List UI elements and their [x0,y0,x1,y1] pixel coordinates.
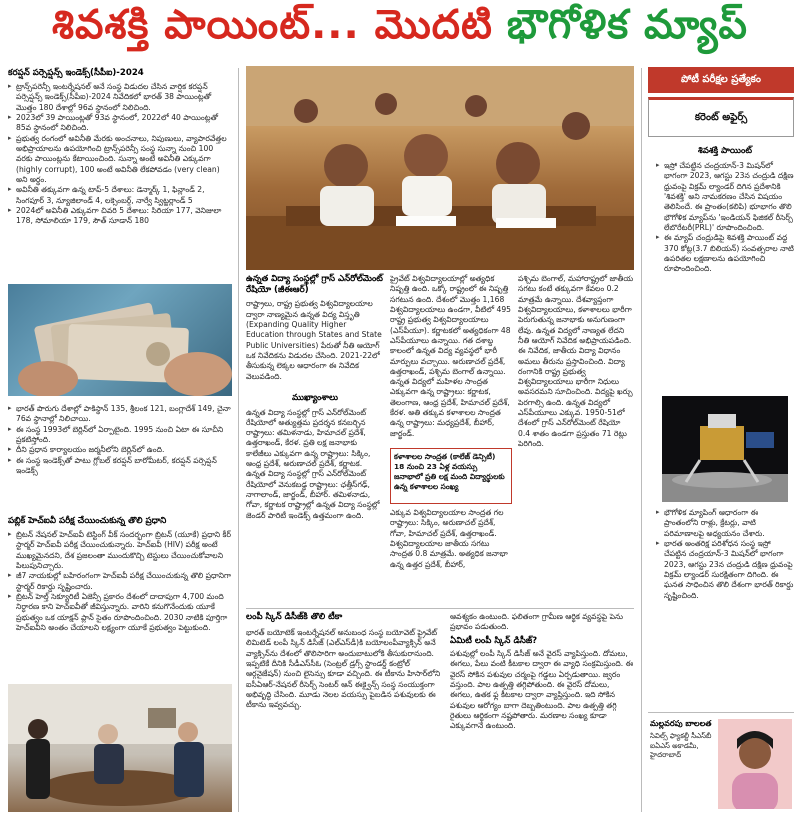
cpi-body [8,82,232,272]
college-density-box: కళాశాలల సాంద్రత (కాలేజ్ డెన్సిటీ) 18 నుంచి 23 ఏళ్ల వయస్సు జనాభాలో ప్రతి లక్ష మంది విద్యార్థులకు ఉన్న కళాశాలల సంఖ్య [390,448,512,504]
hiv-body [8,530,232,692]
moon-lander-image [662,396,788,502]
classroom-photo [246,66,634,270]
ger-col1 [246,274,384,602]
lumpy-col1: భారత్ బయోటెక్ ఇంటర్నేషనల్ అనుబంధ సంస్థ బయోవెట్ ప్రైవేట్ లిమిటెడ్ లంపీ స్కిన్ డిసీజ్ (ఎల్‌ఎస్‌డీ)కి బయోలంపీవ్యాక్సిన్ అనే వ్యాక్సిన్‌ను దేశంలో తొలిసారిగా అందుబాటులోకి తీసుకురానుంది. ఇప్పటికే దీనికి సీడీఎస్‌సీఓ (సెంట్రల్ డ్రగ్స్ స్టాండర్డ్ కంట్రోల్ ఆర్గనైజేషన్) నుంచి లైసెన్సు కూడా వచ్చింది. ఈ టీకాను హిసార్‌లోని ఐసీఏఆర్-నేషనల్ రీసెర్చ్ సెంటర్ ఆన్ ఈక్వైన్స్ సంస్థ సంయుక్తంగా అభివృద్ధి చేసింది. మూడు నెలల వయస్సు పైబడిన పశువులకు ఈ టీకాను ఇవ్వవచ్చు. [246,628,441,710]
column-divider [641,68,642,812]
currency-notes-image [8,284,232,396]
hiv-section [8,516,232,692]
shivshakti-section [656,146,794,393]
lumpy-title: లంపీ స్కిన్ డిసీజ్‌కి తొలి టీకా [246,612,343,622]
list-item: ▸ 2023లో 39 పాయింట్లతో 93వ స్థానంలో, 2022లో 40 పాయింట్లతో 85వ స్థానంలో నిలిచింది. [8,113,232,134]
lander-photo [662,396,788,502]
author-role: సివిల్స్ ఫ్యాకల్టీ సీఎస్‌బీ ఐఏఎస్ అకాడమీ, హైదరాబాద్ [650,732,712,760]
meeting-photo [8,684,232,812]
author-portrait-image [718,719,792,809]
section-divider [246,608,634,609]
list-item: ▸ భౌగోళిక మ్యాపింగ్ ఆధారంగా ఈ ప్రాంతంలోని రాళ్లు, క్రేటర్లు, వాటి పరిమాణాలపై అధ్యయనం చేశారు. [656,508,794,539]
ger-col3-text: పశ్చిమ బెంగాల్, మహారాష్ట్రలో జాతీయ సగటు కంటే తక్కువగా కేవలం 0.2 మాత్రమే ఉన్నాయి. దేశవ్యాప్తంగా విశ్వవిద్యాలయాలు, కళాశాలలు భారీగా పెరుగుతున్న జనాభాకు అనుగుణంగా లేవు. ఉన్నత విద్యలో నాణ్యత లేదని నీతి ఆయోగ్ నివేదిక అభిప్రాయపడింది. ఈ నివేదిక, జాతీయ విద్యా విధానం అమలు తీరును ప్రస్తావించింది. విద్యా రంగానికి రాష్ట్ర ప్రభుత్వ విశ్వవిద్యాలయాలు భారీగా నిధులు అవసరమని సూచించింది. విద్యపై ఖర్చు పెరగాల్సి ఉంది. ఉన్నత విద్యలో ఎస్‌పీయూలు ఎక్కువ. 1950-51లో దేశంలో గ్రాస్ ఎన్‌రోల్‌మెంట్ రేషియో 0.4 శాతం ఉండగా ప్రస్తుతం 71 రెట్లు పెరిగింది. [518,274,634,448]
list-item: ▸ దీని ప్రధాన కార్యాలయం జర్మనీలోని బెర్లిన్‌లో ఉంది. [8,445,232,455]
column-divider [238,68,239,812]
list-item: ▸ 2024లో అవినీతి ఎక్కువగా చివరి 5 దేశాలు: సిరియా 177, వెనిజులా 178, సోమాలియా 179, సౌత్ సూడాన్ 180 [8,206,232,227]
lumpy-col2 [450,612,634,810]
ger-col2 [390,274,512,602]
list-item: ▸ ఇస్రో చేపట్టిన చంద్రయాన్-3 మిషన్‌లో భాగంగా 2023, ఆగస్టు 23న చంద్రుడి దక్షిణ ధ్రువంపై విక్రమ్ ల్యాండర్ దిగిన ప్రదేశానికి 'శివశక్తి' అని నామకరణం చేసిన విషయం తెలిసిందే. ఈ ప్రాంతం(కలిపి) భూభాగం తొలి భౌగోళిక మ్యాప్‌ను 'ఇండియన్ ఫిజికల్ రీసెర్చ్ లేబొరేటరీ(PRL)' రూపొందించింది. [656,161,794,233]
list-item: ▸ భారత్ పొరుగు దేశాల్లో పాకిస్థాన్ 135, శ్రీలంక 121, బంగ్లాదేశ్ 149, చైనా 76వ స్థానాల్లో నిలిచాయి. [8,404,232,425]
list-item: ▸ బ్రిటన్ హెల్త్ సెక్యూరిటీ ఏజెన్సీ ప్రకారం దేశంలో దాదాపుగా 4,700 మంది నిర్ధారణ కాని హెచ్ఐవీతో జీవిస్తున్నారు. వారిని కనుగొనేందుకు యూకే ప్రభుత్వం ఒక యాక్షన్ ప్లాన్ సైతం రూపొందించింది. 2030 నాటికి పూర్తిగా హెచ్ఐవీని అంతం చేయాలని లక్ష్యంగా యూకే ప్రభుత్వం పెట్టుకుంది. [8,592,232,633]
ger-intro: రాష్ట్రాలు, రాష్ట్ర ప్రభుత్వ విశ్వవిద్యాలయాల ద్వారా నాణ్యమైన ఉన్నత విద్య విస్తృతి (Expanding Quality Higher Education through States and State Public Universities) పేరుతో నీతి ఆయోగ్ ఒక నివేదికను విడుదల చేసింది. 2021-22లో తీసుకున్న లెక్కల ఆధారంగా ఈ నివేదిక వెలువడింది. [246,299,382,381]
headline [0,0,800,60]
meeting-people-image [8,684,232,812]
students-in-classroom-image [246,66,634,270]
ger-highlights-title: ముఖ్యాంశాలు [291,393,339,404]
current-affairs-tag: కరెంట్ అఫైర్స్ [648,97,794,137]
ger-highlights: ఉన్నత విద్యా సంస్థల్లో గ్రాస్ ఎన్‌రోల్‌మెంట్ రేషియోలో అత్యుత్తమ ప్రదర్శన కనబర్చిన రాష్ట్రాలు: తమిళనాడు, హిమాచల్ ప్రదేశ్, ఉత్తరాఖండ్, కేరళ. ప్రతి లక్ష జనాభాకు కాలేజీలు ఎక్కువగా ఉన్న రాష్ట్రాలు: సిక్కిం, ఆంధ్ర ప్రదేశ్, అరుణాచల్ ప్రదేశ్, కర్ణాటక. ఉన్నత విద్యా సంస్థల్లో గ్రాస్ ఎన్‌రోల్‌మెంట్ రేషియోలో వెనుకబడ్డ రాష్ట్రాలు: ఛత్తీస్‌గఢ్, నాగాలాండ్, జార్ఖండ్, బీహార్. తమిళనాడు, గోవా, కర్ణాటక రాష్ట్రాల్లో ఉన్నత విద్యా సంస్థల్లో జెండర్ పారిటీ ఇండెక్స్ ఉత్తమంగా ఉంది. [246,407,380,520]
shivshakti-title: శివశక్తి పాయింట్ [698,146,752,156]
ger-col2-text: ప్రైవేట్ విశ్వవిద్యాలయాల్లో అత్యధిక నిష్పత్తి ఉంది. ఒక్కో రాష్ట్రంలో ఈ నిష్పత్తి సగటున ఉంది. దేశంలో మొత్తం 1,168 విశ్వవిద్యాలయాలు ఉండగా, వీటిలో 495 రాష్ట్ర ప్రభుత్వ విశ్వవిద్యాలయాలు (ఎస్‌పీయూ). కర్ణాటకలో అత్యధికంగా 48 ఎస్‌పీయూలు ఉన్నాయి. గత దశాబ్ద కాలంలో ఉన్నత విద్య వ్యవస్థలో భారీ మార్పులు వచ్చాయి. అరుణాచల్ ప్రదేశ్, ఉత్తరాఖండ్, పశ్చిమ బెంగాల్ ఉన్నాయి. ఉన్నత విద్యలో మహిళల సాంద్రత ఎక్కువగా ఉన్న రాష్ట్రాలు: కర్ణాటక, తెలంగాణ, ఆంధ్ర ప్రదేశ్, హిమాచల్ ప్రదేశ్, కేరళ. అతి తక్కువ కళాశాలల సాంద్రత ఉన్న రాష్ట్రాలు: మధ్యప్రదేశ్, బీహార్, జార్ఖండ్. [390,274,511,438]
list-item: ▸ ఈ సంస్థ 1993లో బెర్లిన్‌లో ఏర్పాటైంది. 1995 నుంచి ఏటా ఈ సూచీని ప్రకటిస్తోంది. [8,425,232,446]
shivshakti-body-2 [656,508,794,706]
ger-col2-text-b: ఎక్కువ విశ్వవిద్యాలయాల సాంద్రత గల రాష్ట్రాలు: సిక్కిం, అరుణాచల్ ప్రదేశ్, గోవా, హిమాచల్ ప్రదేశ్, ఉత్తరాఖండ్. విశ్వవిద్యాలయాల జాతీయ సగటు సాంద్రత 0.8 మాత్రమే. అత్యధిక జనాభా ఉన్న ఉత్తర ప్రదేశ్, బీహార్, [390,508,508,569]
list-item: ▸ జీ7 నాయకుల్లో బహిరంగంగా హెచ్ఐవీ పరీక్ష చేయించుకున్న తొలి ప్రధానిగా స్టార్మర్ రికార్డు సృష్టించారు. [8,571,232,592]
author-box [648,712,794,812]
list-item: ▸ ప్రభుత్వ రంగంలో అవినీతి మేరకు అంచనాలు, నిపుణులు, వ్యాపారవేత్తల అభిప్రాయాలను ఉపయోగించి ట్రాన్స్‌పరెన్సీ సంస్థ సున్నా నుంచి 100 వరకు పాయింట్లను కేటాయించింది. సున్నా అంటే అవినీతి ఎక్కువగా (highly corrupt), 100 అంటే అవినీతి లేకపోవడం (very clean) అని అర్థం. [8,134,232,186]
shivshakti-body [656,161,794,393]
currency-photo [8,284,232,396]
author-photo [718,719,792,809]
cpi-section [8,68,232,272]
ger-title: ఉన్నత విద్యా సంస్థల్లో గ్రాస్ ఎన్‌రోల్‌మెంట్ రేషియో (జీఈఆర్) [246,274,383,296]
lumpy-col2-text: పశువుల్లో లంపీ స్కిన్ డిసీజ్ అనే వైరస్ వ్యాపిస్తుంది. దోమలు, ఈగలు, పేలు వంటి కీటకాల ద్వారా ఈ వ్యాధి సంక్రమిస్తుంది. ఈ వైరస్ సోకిన పశువుల చర్మంపై గడ్డలు ఏర్పడుతాయి. జ్వరం వస్తుంది. పాల ఉత్పత్తి తగ్గిపోతుంది. ఈ వైరస్ దోమలు, ఈగలు, ఉతక ఫ్ల కీటకాల ద్వారా వ్యాప్తిస్తుంది. ఇది సోకిన పశువుల ఆరోగ్యం బాగా దెబ్బతింటుంది. పాల ఉత్పత్తి తగ్గి రైతులు ఆర్థికంగా నష్టపోతారు. మరణాల సంఖ్య కూడా ఎక్కువగానే ఉంటుంది. [450,649,634,731]
cpi-title: కరప్షన్ పర్సెప్షన్స్ ఇండెక్స్(సీపీఐ)-2024 [8,68,144,78]
list-item: ▸ ఈ సంస్థ ఇండెక్స్‌తో పాటు గ్లోబల్ కరప్షన్ బారోమీటర్, కరప్షన్ పర్సెప్షన్ ఇండెక్స్ [8,456,232,477]
headline-part2: భౌగోళిక మ్యాప్ [506,2,748,48]
list-item: ▸ భారత అంతరిక్ష పరిశోధన సంస్థ ఇస్రో చేపట్టిన చంద్రయాన్-3 మిషన్‌లో భాగంగా 2023, ఆగస్టు 23న చంద్రుడి దక్షిణ ధ్రువంపై విక్రమ్ ల్యాండర్ సురక్షితంగా దిగింది. ఈ ఘనత సాధించిన తొలి దేశంగా భారత్ రికార్డు సృష్టించింది. [656,539,794,601]
list-item: ▸ బ్రిటన్ నేషనల్ హెచ్ఐవీ టెస్టింగ్ వీక్ సందర్భంగా బ్రిటన్ (యూకే) ప్రధాని కీర్ స్టార్మర్ హెచ్ఐవీ పరీక్ష చేయించుకున్నారు. హెచ్ఐవీ (HIV) పరీక్ష అంటే ముఖ్యమైనదని, దేశ ప్రజలంతా ముందుకొచ్చి టెస్టులు చేయించుకోవాలని పిలుపునిచ్చారు. [8,530,232,571]
headline-part1: శివశక్తి పాయింట్... మొదటి [52,2,493,48]
shivshakti-section-2 [656,508,794,706]
author-name: మల్లవరపు బాలలత [650,719,712,728]
competitive-exams-tag: పోటీ పరీక్షల ప్రత్యేకం [648,67,794,93]
lumpy-col2-top: ఆవశ్యకం ఉంటుంది. ఫలితంగా గ్రామీణ ఆర్థిక వ్యవస్థపై పెను ప్రభావం పడుతుంది. [450,612,623,632]
hiv-title: పబ్లిక్ హెచ్ఐవీ పరీక్ష చేయించుకున్న తొలి ప్రధాని [8,516,167,526]
list-item: ▸ అవినీతి తక్కువగా ఉన్న టాప్-5 దేశాలు: డెన్మార్క్ 1, ఫిన్లాండ్ 2, సింగపూర్ 3, న్యూజిలాండ్ 4, లక్సెంబర్గ్, నార్వే స్విట్జర్లాండ్ 5 [8,185,232,206]
list-item: ▸ ట్రాన్స్‌పరెన్సీ ఇంటర్నేషనల్ అనే సంస్థ విడుదల చేసిన వార్షిక కరప్షన్ పర్సెప్షన్స్ ఇండెక్స్(సీపీఐ)-2024 నివేదికలో భారత్ 38 పాయింట్లతో మొత్తం 180 దేశాల్లో 96వ స్థానంలో నిలిచింది. [8,82,232,113]
ger-col3 [518,274,634,602]
left-column [8,68,232,812]
list-item: ▸ ఈ మ్యాప్ చంద్రుడిపై శివశక్తి పాయింట్ వద్ద 370 కోట్ల(3.7 బిలియన్) సంవత్సరాల నాటి ఉపరితల లక్షణాలను ఉపయోగించి రూపొందించింది. [656,233,794,274]
lumpy-subtitle: ఏమిటీ లంపీ స్కిన్ డిసీజ్? [450,636,538,646]
